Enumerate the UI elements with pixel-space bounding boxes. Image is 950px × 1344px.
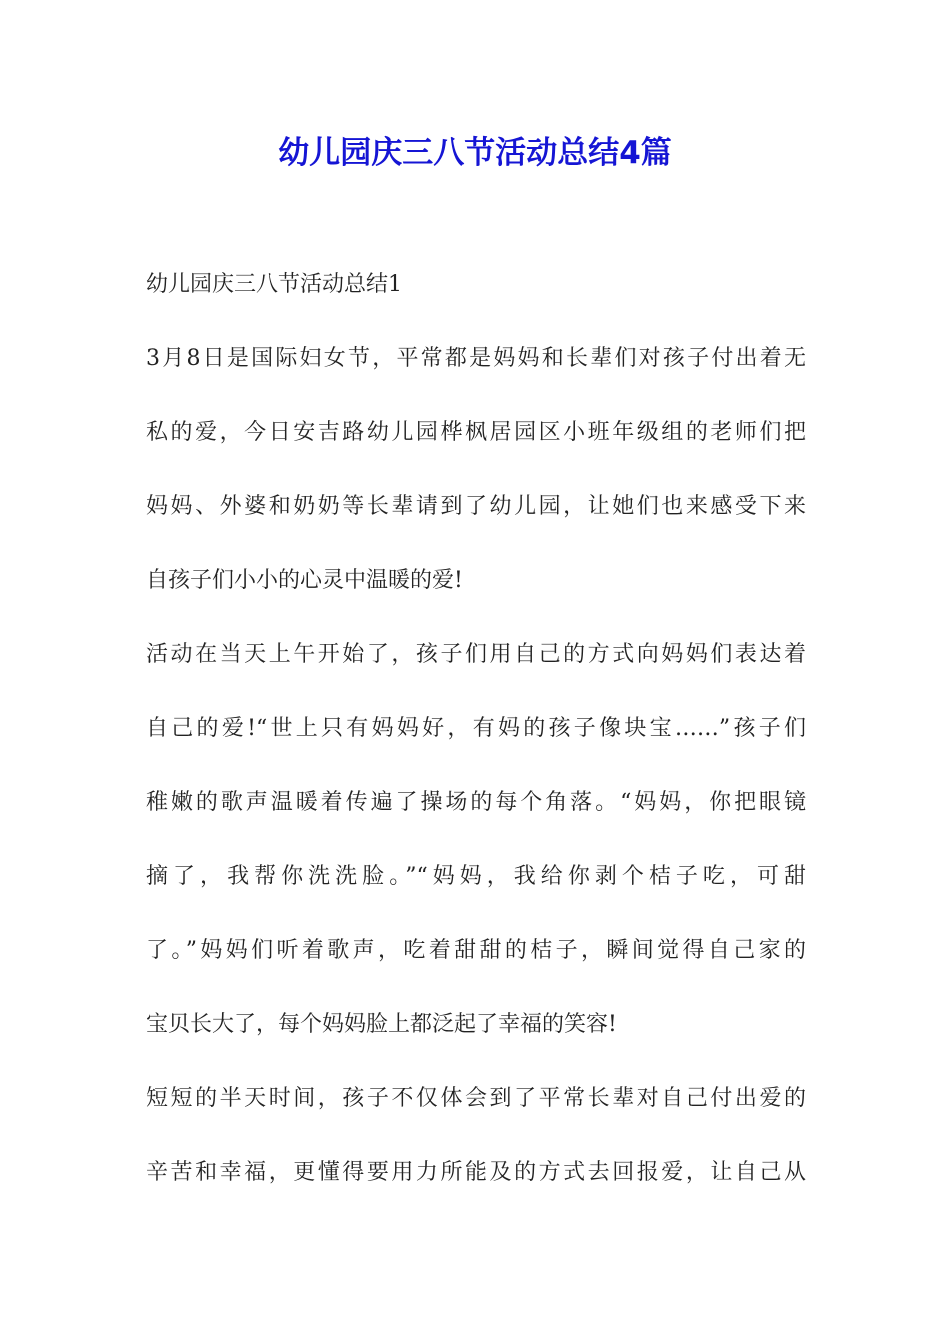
text-line: 自孩子们小小的心灵中温暖的爱! xyxy=(146,568,463,593)
text-line: 了。”妈妈们听着歌声，吃着甜甜的桔子，瞬间觉得自己家的 xyxy=(146,938,806,963)
document-title: 幼儿园庆三八节活动总结4篇 xyxy=(278,135,672,171)
text-line: 自己的爱!“世上只有妈妈好，有妈的孩子像块宝……”孩子们 xyxy=(146,716,806,741)
text-line: 宝贝长大了，每个妈妈脸上都泛起了幸福的笑容! xyxy=(146,1012,617,1037)
section-heading: 幼儿园庆三八节活动总结1 xyxy=(146,272,402,297)
text-line: 3月8日是国际妇女节，平常都是妈妈和长辈们对孩子付出着无 xyxy=(146,346,806,371)
paragraph-1 xyxy=(146,336,806,604)
text-line: 短短的半天时间，孩子不仅体会到了平常长辈对自己付出爱的 xyxy=(146,1086,806,1111)
paragraph-2 xyxy=(146,632,806,1048)
text-line: 稚嫩的歌声温暖着传遍了操场的每个角落。“妈妈，你把眼镜 xyxy=(146,790,806,815)
text-line: 摘了，我帮你洗洗脸。”“妈妈，我给你剥个桔子吃，可甜 xyxy=(146,864,806,889)
document-body xyxy=(146,262,806,1224)
text-line: 辛苦和幸福，更懂得要用力所能及的方式去回报爱，让自己从 xyxy=(146,1160,806,1185)
text-line: 私的爱，今日安吉路幼儿园桦枫居园区小班年级组的老师们把 xyxy=(146,420,806,445)
text-line: 活动在当天上午开始了，孩子们用自己的方式向妈妈们表达着 xyxy=(146,642,806,667)
text-line: 妈妈、外婆和奶奶等长辈请到了幼儿园，让她们也来感受下来 xyxy=(146,494,806,519)
paragraph-3 xyxy=(146,1076,806,1196)
